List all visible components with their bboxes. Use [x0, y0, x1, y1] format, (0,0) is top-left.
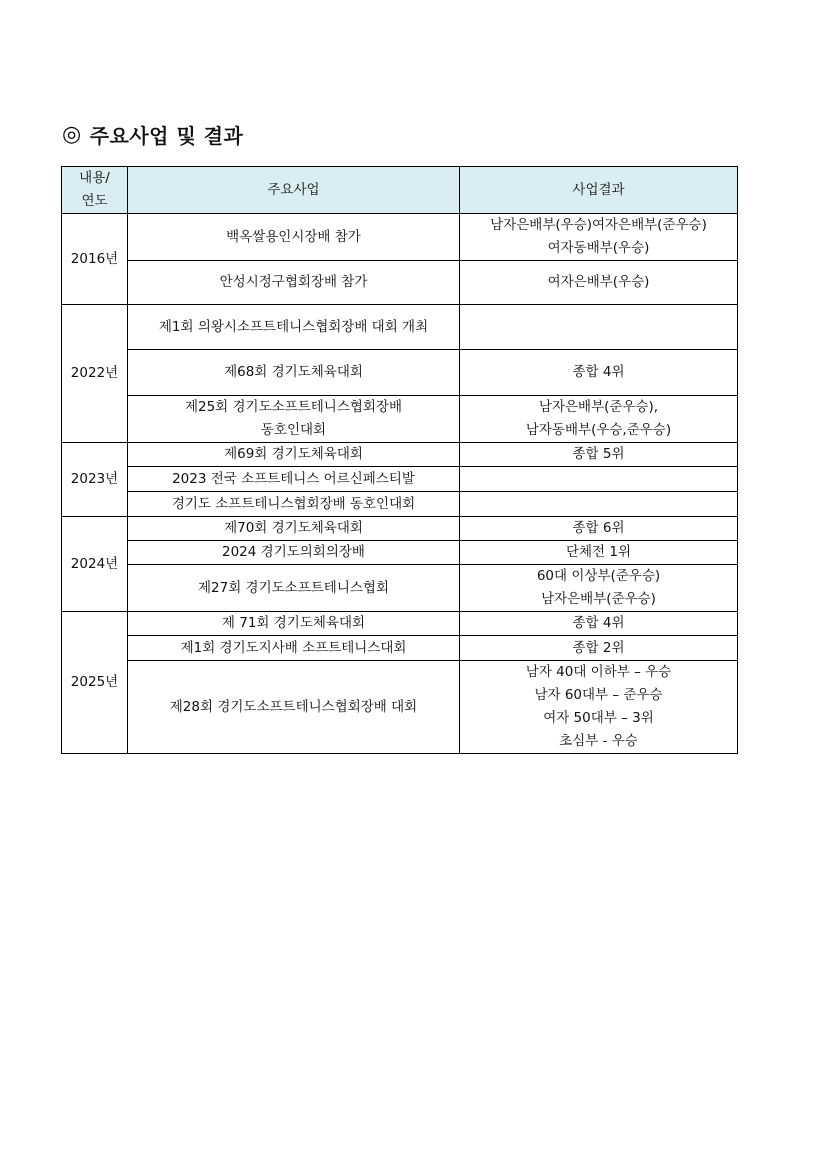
result-text: 종합 4위 [572, 364, 625, 380]
table-row [62, 305, 738, 350]
business-text: 2023 전국 소프트테니스 어르신페스티발 [172, 470, 415, 487]
result-text: 남자은배부(준우승) [541, 591, 656, 607]
result-text: 단체전 1위 [565, 544, 632, 560]
result-cell [460, 350, 738, 396]
result-cell [460, 443, 738, 467]
table-row [62, 396, 738, 443]
table-row [62, 636, 738, 661]
business-cell [128, 517, 460, 541]
business-text: 제 71회 경기도체육대회 [221, 615, 366, 631]
table-row [62, 261, 738, 305]
result-text: 여자 50대부 – 3위 [543, 710, 654, 726]
result-text: 남자동배부(우승,준우승) [525, 422, 672, 438]
year-cell: 2016년 [62, 214, 128, 305]
business-cell [128, 636, 460, 661]
table-row [62, 612, 738, 636]
business-cell [128, 661, 460, 754]
result-cell [460, 612, 738, 636]
table-row [62, 565, 738, 612]
business-text: 제69회 경기도체육대회 [224, 446, 363, 462]
year-cell: 2024년 [62, 517, 128, 612]
business-text: 동호인대회 [260, 422, 327, 438]
result-cell [460, 467, 738, 492]
business-cell [128, 214, 460, 261]
section-title: 주요사업 및 결과 [89, 123, 244, 148]
business-text: 안성시정구협회장배 참가 [219, 274, 368, 290]
result-cell [460, 541, 738, 565]
business-cell [128, 261, 460, 305]
business-cell [128, 492, 460, 517]
result-text: 종합 5위 [572, 446, 625, 462]
business-cell [128, 467, 460, 492]
result-cell [460, 661, 738, 754]
results-table [61, 166, 738, 754]
result-text: 종합 2위 [572, 639, 625, 656]
result-cell [460, 565, 738, 612]
result-cell [460, 261, 738, 305]
business-text: 제1회 경기도지사배 소프트테니스대회 [180, 639, 407, 656]
result-text: 60대 이상부(준우승) [536, 568, 661, 584]
result-text: 종합 4위 [572, 615, 625, 631]
business-cell [128, 396, 460, 443]
business-text: 제68회 경기도체육대회 [224, 364, 363, 380]
business-cell [128, 565, 460, 612]
business-text: 경기도 소프트테니스협회장배 동호인대회 [171, 495, 416, 512]
year-column-header: 내용/ 연도 [62, 167, 128, 214]
result-text: 남자 40대 이하부 – 우승 [525, 664, 672, 680]
double-circle-icon: ◎ [62, 121, 82, 147]
result-cell [460, 214, 738, 261]
year-cell: 2022년 [62, 305, 128, 443]
business-text: 제1회 의왕시소프트테니스협회장배 대회 개최 [158, 318, 429, 335]
table-row [62, 492, 738, 517]
business-cell [128, 541, 460, 565]
result-text: 종합 6위 [572, 520, 625, 536]
business-text: 제28회 경기도소프트테니스협회장배 대회 [169, 698, 418, 715]
table-row [62, 467, 738, 492]
result-cell [460, 517, 738, 541]
table-row [62, 214, 738, 261]
result-text: 여자동배부(우승) [547, 240, 650, 256]
business-cell [128, 350, 460, 396]
business-text: 제25회 경기도소프트테니스협회장배 [184, 399, 403, 415]
table-row [62, 443, 738, 467]
result-text: 남자 60대부 – 준우승 [534, 687, 663, 703]
business-text: 제70회 경기도체육대회 [224, 520, 363, 536]
table-row [62, 517, 738, 541]
result-column-header: 사업결과 [460, 167, 738, 214]
table-row [62, 350, 738, 396]
business-cell [128, 443, 460, 467]
table-row [62, 661, 738, 754]
business-text: 백옥쌀용인시장배 참가 [226, 228, 361, 245]
business-text: 2024 경기도의회의장배 [222, 544, 365, 560]
table-body [62, 214, 738, 754]
business-cell [128, 305, 460, 350]
section-heading [62, 119, 243, 149]
result-text: 남자은배부(준우승), [538, 399, 659, 415]
result-cell [460, 305, 738, 350]
result-text: 초심부 - 우승 [559, 733, 638, 749]
table-row [62, 541, 738, 565]
business-column-header: 주요사업 [128, 167, 460, 214]
result-cell [460, 636, 738, 661]
result-cell [460, 492, 738, 517]
result-cell [460, 396, 738, 443]
year-cell: 2023년 [62, 443, 128, 517]
result-text: 여자은배부(우승) [547, 274, 650, 290]
result-text: 남자은배부(우승)여자은배부(준우승) [490, 217, 707, 233]
table-header-row [62, 167, 738, 214]
business-text: 제27회 경기도소프트테니스협회 [197, 579, 389, 596]
business-cell [128, 612, 460, 636]
year-cell: 2025년 [62, 612, 128, 754]
